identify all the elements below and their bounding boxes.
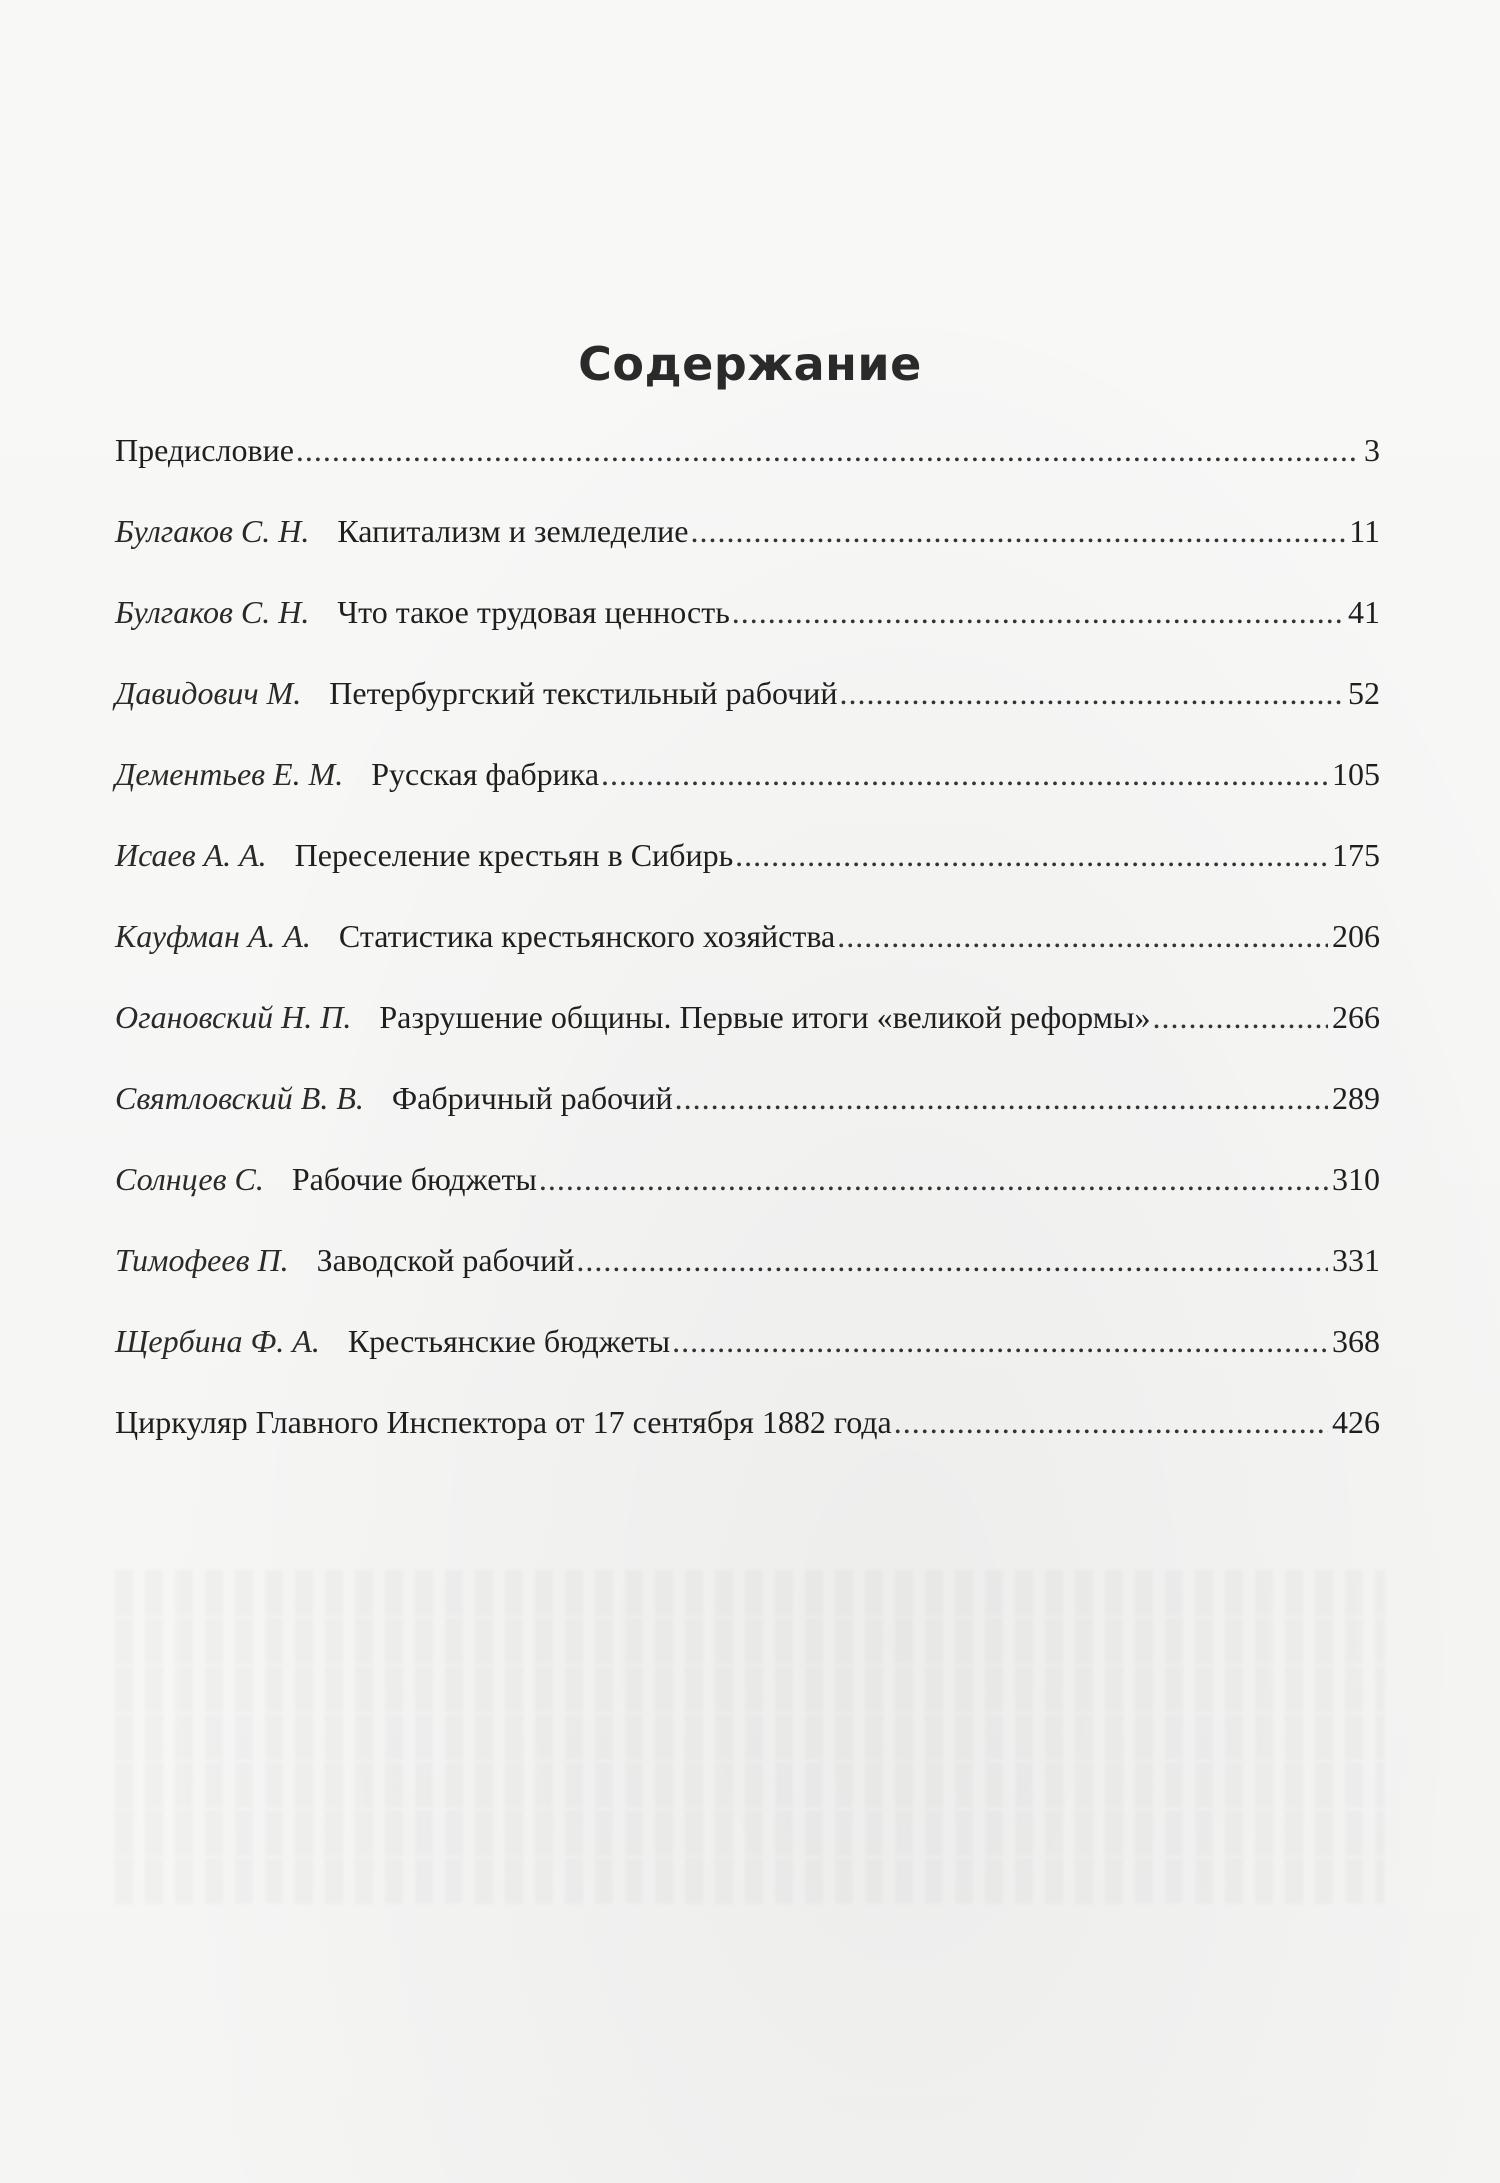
toc-entry bbox=[115, 430, 1380, 511]
toc-entry-page: 52 bbox=[1348, 675, 1380, 711]
toc-entry-title: Разрушение общины. Первые итоги «великой реформы» bbox=[379, 999, 1151, 1035]
dot-leader bbox=[735, 835, 1328, 875]
toc-entry-title: Крестьянские бюджеты bbox=[347, 1323, 671, 1359]
dot-leader bbox=[296, 430, 1360, 470]
toc-entry bbox=[115, 511, 1380, 592]
toc-entry bbox=[115, 835, 1380, 916]
toc-entry-author: Кауфман А. А. bbox=[115, 918, 311, 954]
toc-entry-page: 368 bbox=[1332, 1323, 1380, 1359]
toc-entry-author: Огановский Н. П. bbox=[115, 999, 352, 1035]
toc-entry-author: Дементьев Е. М. bbox=[115, 756, 344, 792]
toc-entry-title: Капитализм и земледелие bbox=[337, 513, 689, 549]
toc-entry-page: 206 bbox=[1332, 918, 1380, 954]
dot-leader bbox=[539, 1159, 1328, 1199]
toc-entry-title: Рабочие бюджеты bbox=[291, 1161, 537, 1197]
toc-entry-author: Тимофеев П. bbox=[115, 1242, 289, 1278]
toc-entry-title: Предисловие bbox=[115, 432, 294, 468]
toc-entry-title: Статистика крестьянского хозяйства bbox=[338, 918, 836, 954]
toc-entry-title: Петербургский текстильный рабочий bbox=[329, 675, 838, 711]
toc-entry-page: 310 bbox=[1332, 1161, 1380, 1197]
toc-entry-author: Исаев А. А. bbox=[115, 837, 267, 873]
toc-entry-page: 289 bbox=[1332, 1080, 1380, 1116]
toc-entry-author: Давидович М. bbox=[115, 675, 302, 711]
dot-leader bbox=[894, 1402, 1328, 1442]
toc-entry-page: 11 bbox=[1349, 513, 1380, 549]
dot-leader bbox=[675, 1078, 1328, 1118]
toc-entry-page: 331 bbox=[1332, 1242, 1380, 1278]
toc-entry bbox=[115, 754, 1380, 835]
toc-entry bbox=[115, 592, 1380, 673]
toc-entry-author: Святловский В. В. bbox=[115, 1080, 364, 1116]
dot-leader bbox=[837, 916, 1328, 956]
page-title: Содержание bbox=[578, 337, 922, 391]
toc-entry-title: Что такое трудовая ценность bbox=[337, 594, 730, 630]
toc-entry bbox=[115, 1321, 1380, 1402]
dot-leader bbox=[732, 592, 1344, 632]
toc-entry-title: Заводской рабочий bbox=[316, 1242, 575, 1278]
toc-entry-page: 266 bbox=[1332, 999, 1380, 1035]
toc-entry bbox=[115, 1402, 1380, 1483]
toc-entry bbox=[115, 1159, 1380, 1240]
dot-leader bbox=[840, 673, 1345, 713]
dot-leader bbox=[601, 754, 1328, 794]
toc-entry-page: 41 bbox=[1348, 594, 1380, 630]
toc-entry-page: 3 bbox=[1364, 432, 1380, 468]
dot-leader bbox=[672, 1321, 1328, 1361]
toc-entry-author: Щербина Ф. А. bbox=[115, 1323, 320, 1359]
dot-leader bbox=[1152, 997, 1328, 1037]
show-through-texture bbox=[115, 1570, 1385, 1990]
toc-entry bbox=[115, 673, 1380, 754]
toc-entry bbox=[115, 1078, 1380, 1159]
toc-entry-page: 105 bbox=[1332, 756, 1380, 792]
toc-entry-title: Переселение крестьян в Сибирь bbox=[294, 837, 734, 873]
dot-leader bbox=[576, 1240, 1328, 1280]
toc-entry-page: 175 bbox=[1332, 837, 1380, 873]
dot-leader bbox=[690, 511, 1345, 551]
table-of-contents bbox=[115, 430, 1380, 1483]
toc-entry-author: Булгаков С. Н. bbox=[115, 594, 310, 630]
toc-entry-title: Циркуляр Главного Инспектора от 17 сентября 1882 года bbox=[115, 1404, 892, 1440]
toc-entry bbox=[115, 916, 1380, 997]
toc-entry bbox=[115, 997, 1380, 1078]
toc-entry-title: Фабричный рабочий bbox=[391, 1080, 673, 1116]
toc-entry-page: 426 bbox=[1332, 1404, 1380, 1440]
toc-entry bbox=[115, 1240, 1380, 1321]
toc-entry-title: Русская фабрика bbox=[371, 756, 600, 792]
toc-entry-author: Солнцев С. bbox=[115, 1161, 264, 1197]
toc-entry-author: Булгаков С. Н. bbox=[115, 513, 310, 549]
